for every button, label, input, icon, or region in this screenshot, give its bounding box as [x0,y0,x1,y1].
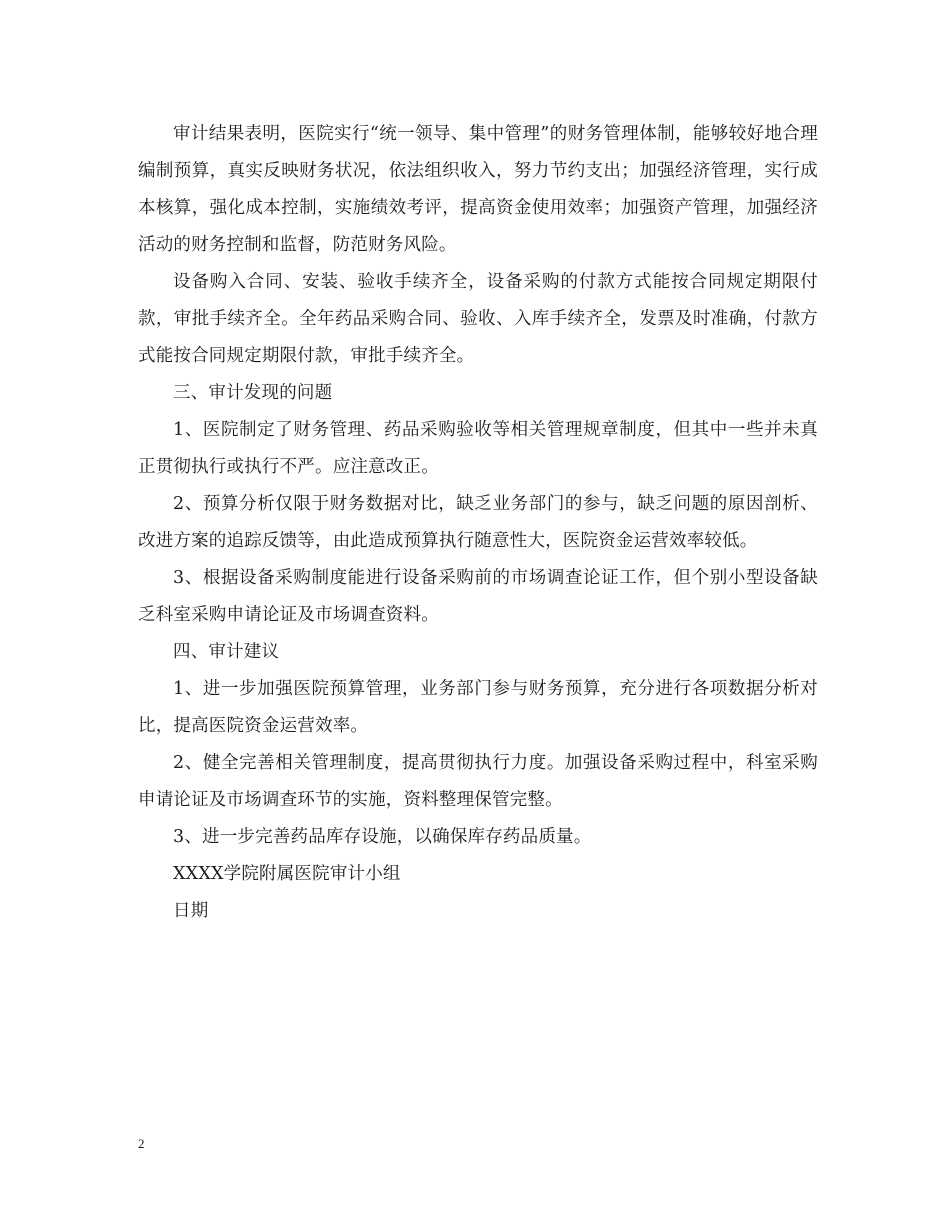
page-number: 2 [138,1136,145,1151]
signature-date: 日期 [173,901,209,921]
signature-audit-group: XXXX学院附属医院审计小组 [173,864,401,884]
problem-item-2: 2、预算分析仅限于财务数据对比，缺乏业务部门的参与，缺乏问题的原因剖析、改进方案的追踪反馈等，由此造成预算执行随意性大，医院资金运营效率较低。 [138,494,818,551]
paragraph-audit-results: 审计结果表明，医院实行“统一领导、集中管理”的财务管理体制，能够较好地合理编制预算，真实反映财务状况，依法组织收入，努力节约支出；加强经济管理，实行成本核算，强化成本控制，实施绩效考评，提高资金使用效率；加强资产管理，加强经济活动的财务控制和监督，防范财务风险。 [138,124,818,255]
problem-item-1: 1、医院制定了财务管理、药品采购验收等相关管理规章制度，但其中一些并未真正贯彻执行或执行不严。应注意改正。 [138,420,818,477]
problem-item-3: 3、根据设备采购制度能进行设备采购前的市场调查论证工作，但个别小型设备缺乏科室采购申请论证及市场调查资料。 [138,568,818,625]
section-heading-suggestions: 四、审计建议 [173,642,280,662]
section-heading-problems: 三、审计发现的问题 [173,383,333,403]
suggestion-item-1: 1、进一步加强医院预算管理，业务部门参与财务预算，充分进行各项数据分析对比，提高医院资金运营效率。 [138,679,818,736]
paragraph-equipment-procurement: 设备购入合同、安装、验收手续齐全，设备采购的付款方式能按合同规定期限付款，审批手续齐全。全年药品采购合同、验收、入库手续齐全，发票及时准确，付款方式能按合同规定期限付款，审批手续齐全。 [138,272,818,366]
suggestion-item-3: 3、进一步完善药品库存设施，以确保库存药品质量。 [173,827,592,847]
document-body [138,116,818,930]
suggestion-item-2: 2、健全完善相关管理制度，提高贯彻执行力度。加强设备采购过程中，科室采购申请论证及市场调查环节的实施，资料整理保管完整。 [138,753,818,810]
